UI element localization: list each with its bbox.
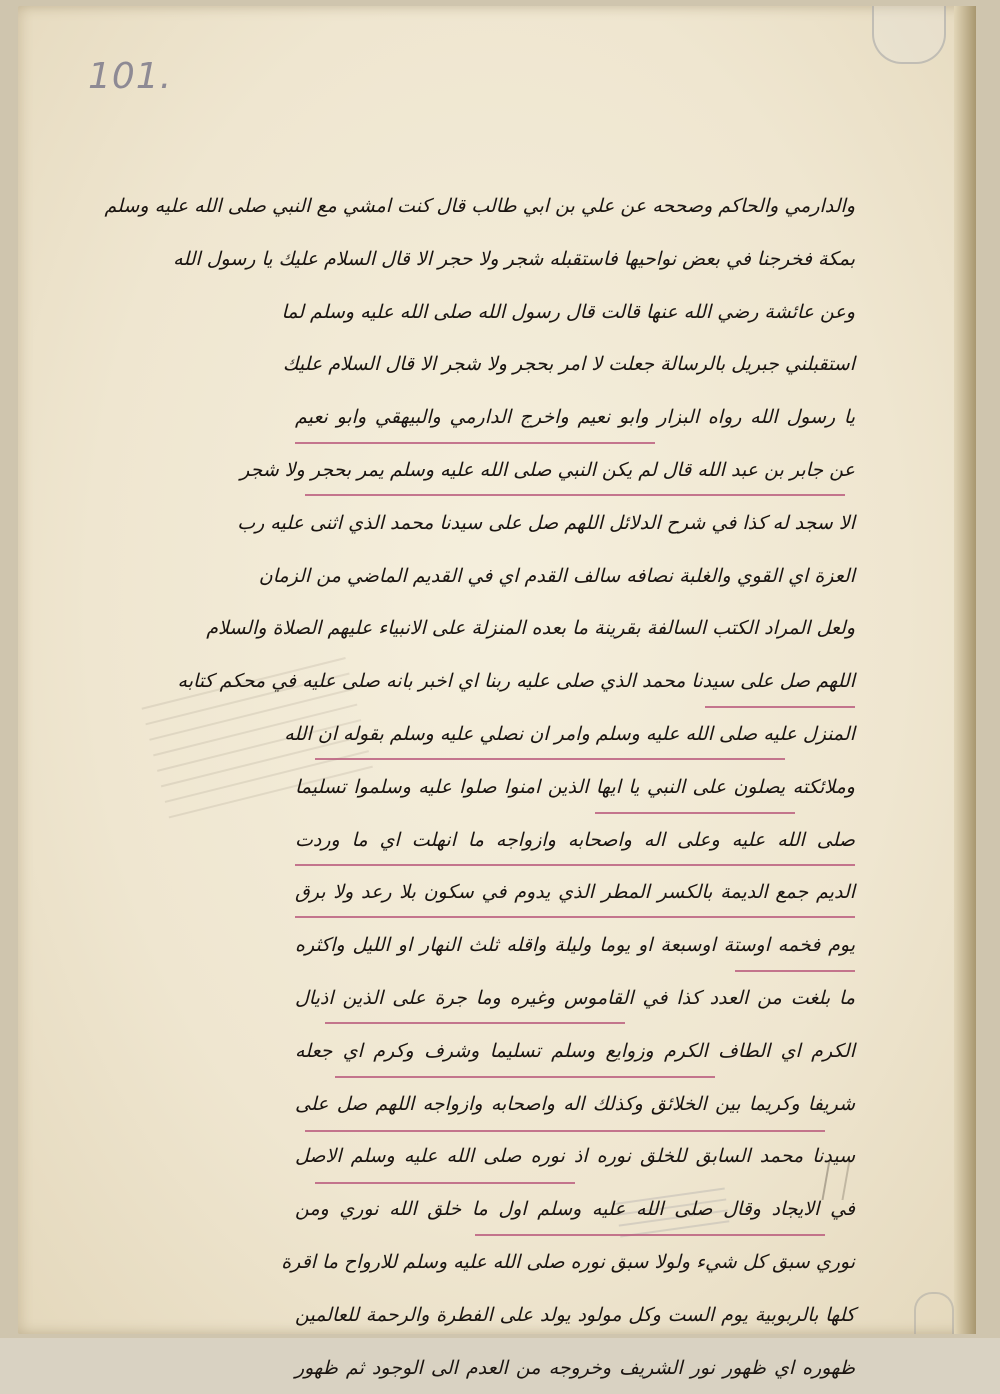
text-line-7: الا سجد له كذا في شرح الدلائل اللهم صل على سيدنا محمد الذي اثنى عليه رب — [237, 511, 855, 534]
text-line-3: وعن عائشة رضي الله عنها قالت قال رسول الله صلى الله عليه وسلم لما — [281, 300, 855, 323]
text-line-17: الكرم اي الطاف الكرم وزوايع وسلم تسليما وشرف وكرم اي جعله — [295, 1039, 855, 1062]
text-line-4: استقبلني جبريل بالرسالة جعلت لا امر بحجر ولا شجر الا قال السلام عليك — [282, 353, 855, 376]
text-line-10: اللهم صل على سيدنا محمد الذي صلى عليه ربنا اي اخبر بانه صلى عليه في محكم كتابه — [177, 670, 855, 693]
text-line-12: وملائكته يصلون على النبي يا ايها الذين امنوا صلوا عليه وسلموا تسليما — [295, 775, 855, 798]
red-overline — [295, 916, 855, 918]
text-line-18: شريفا وكريما بين الخلائق وكذلك اله واصحابه وازواجه اللهم صل على — [295, 1092, 855, 1115]
page-clip — [872, 6, 946, 64]
page-clip-bottom — [914, 1292, 954, 1334]
text-line-6: عن جابر بن عبد الله قال لم يكن النبي صلى الله عليه وسلم يمر بحجر ولا شجر — [240, 458, 855, 481]
red-overline — [735, 970, 855, 972]
red-overline — [315, 1182, 575, 1184]
text-line-22: كلها بالربوبية يوم الست وكل مولود يولد على الفطرة والرحمة للعالمين — [295, 1303, 855, 1326]
text-line-1: والدارمي والحاكم وصححه عن علي بن ابي طالب قال كنت امشي مع النبي صلى الله عليه وسلم — [104, 195, 855, 217]
red-overline — [595, 812, 795, 814]
red-overline — [295, 864, 855, 866]
text-line-19: سيدنا محمد السابق للخلق نوره اذ نوره صلى الله عليه وسلم الاصل — [295, 1145, 855, 1168]
folio-number: 101. — [88, 56, 173, 97]
red-overline — [475, 1234, 825, 1236]
binding-gutter — [954, 6, 976, 1334]
text-line-15: يوم فخمه اوستة اوسبعة او يوما وليلة واقله ثلث النهار او الليل واكثره — [295, 934, 855, 957]
text-line-2: بمكة فخرجنا في بعض نواحيها فاستقبله شجر ولا حجر الا قال السلام عليك يا رسول الله — [173, 247, 855, 270]
text-block — [104, 180, 855, 1394]
text-line-23: ظهوره اي ظهور نور الشريف وخروجه من العدم الى الوجود ثم ظهور — [295, 1356, 855, 1379]
text-line-9: ولعل المراد الكتب السالفة بقرينة ما بعده المنزلة على الانبياء عليهم الصلاة والسلام — [206, 617, 855, 640]
text-line-5: يا رسول الله رواه البزار وابو نعيم واخرج الدارمي والبيهقي وابو نعيم — [295, 406, 855, 429]
text-line-11: المنزل عليه صلى الله عليه وسلم وامر ان نصلي عليه وسلم بقوله ان الله — [284, 722, 855, 745]
text-line-16: ما بلغت من العدد كذا في القاموس وغيره وما جرة على الذين اذيال — [295, 986, 855, 1009]
text-line-20: في الايجاد وقال صلى الله عليه وسلم اول ما خلق الله نوري ومن — [295, 1198, 855, 1221]
text-line-13: صلى الله عليه وعلى اله واصحابه وازواجه ما انهلت اي ما وردت — [295, 828, 855, 851]
red-overline — [305, 494, 845, 496]
red-overline — [325, 1022, 625, 1024]
red-overline — [315, 758, 785, 760]
red-overline — [295, 442, 655, 444]
text-line-8: العزة اي القوي والغلبة نصافه سالف القدم اي في القديم الماضي من الزمان — [258, 564, 855, 587]
text-line-14: الديم جمع الديمة بالكسر المطر الذي يدوم في سكون بلا رعد ولا برق — [295, 881, 855, 904]
text-line-21: نوري سبق كل شيء ولولا سبق نوره صلى الله عليه وسلم للارواح ما اقرة — [281, 1250, 855, 1273]
red-overline — [305, 1130, 825, 1132]
red-overline — [705, 706, 855, 708]
red-overline — [335, 1076, 715, 1078]
